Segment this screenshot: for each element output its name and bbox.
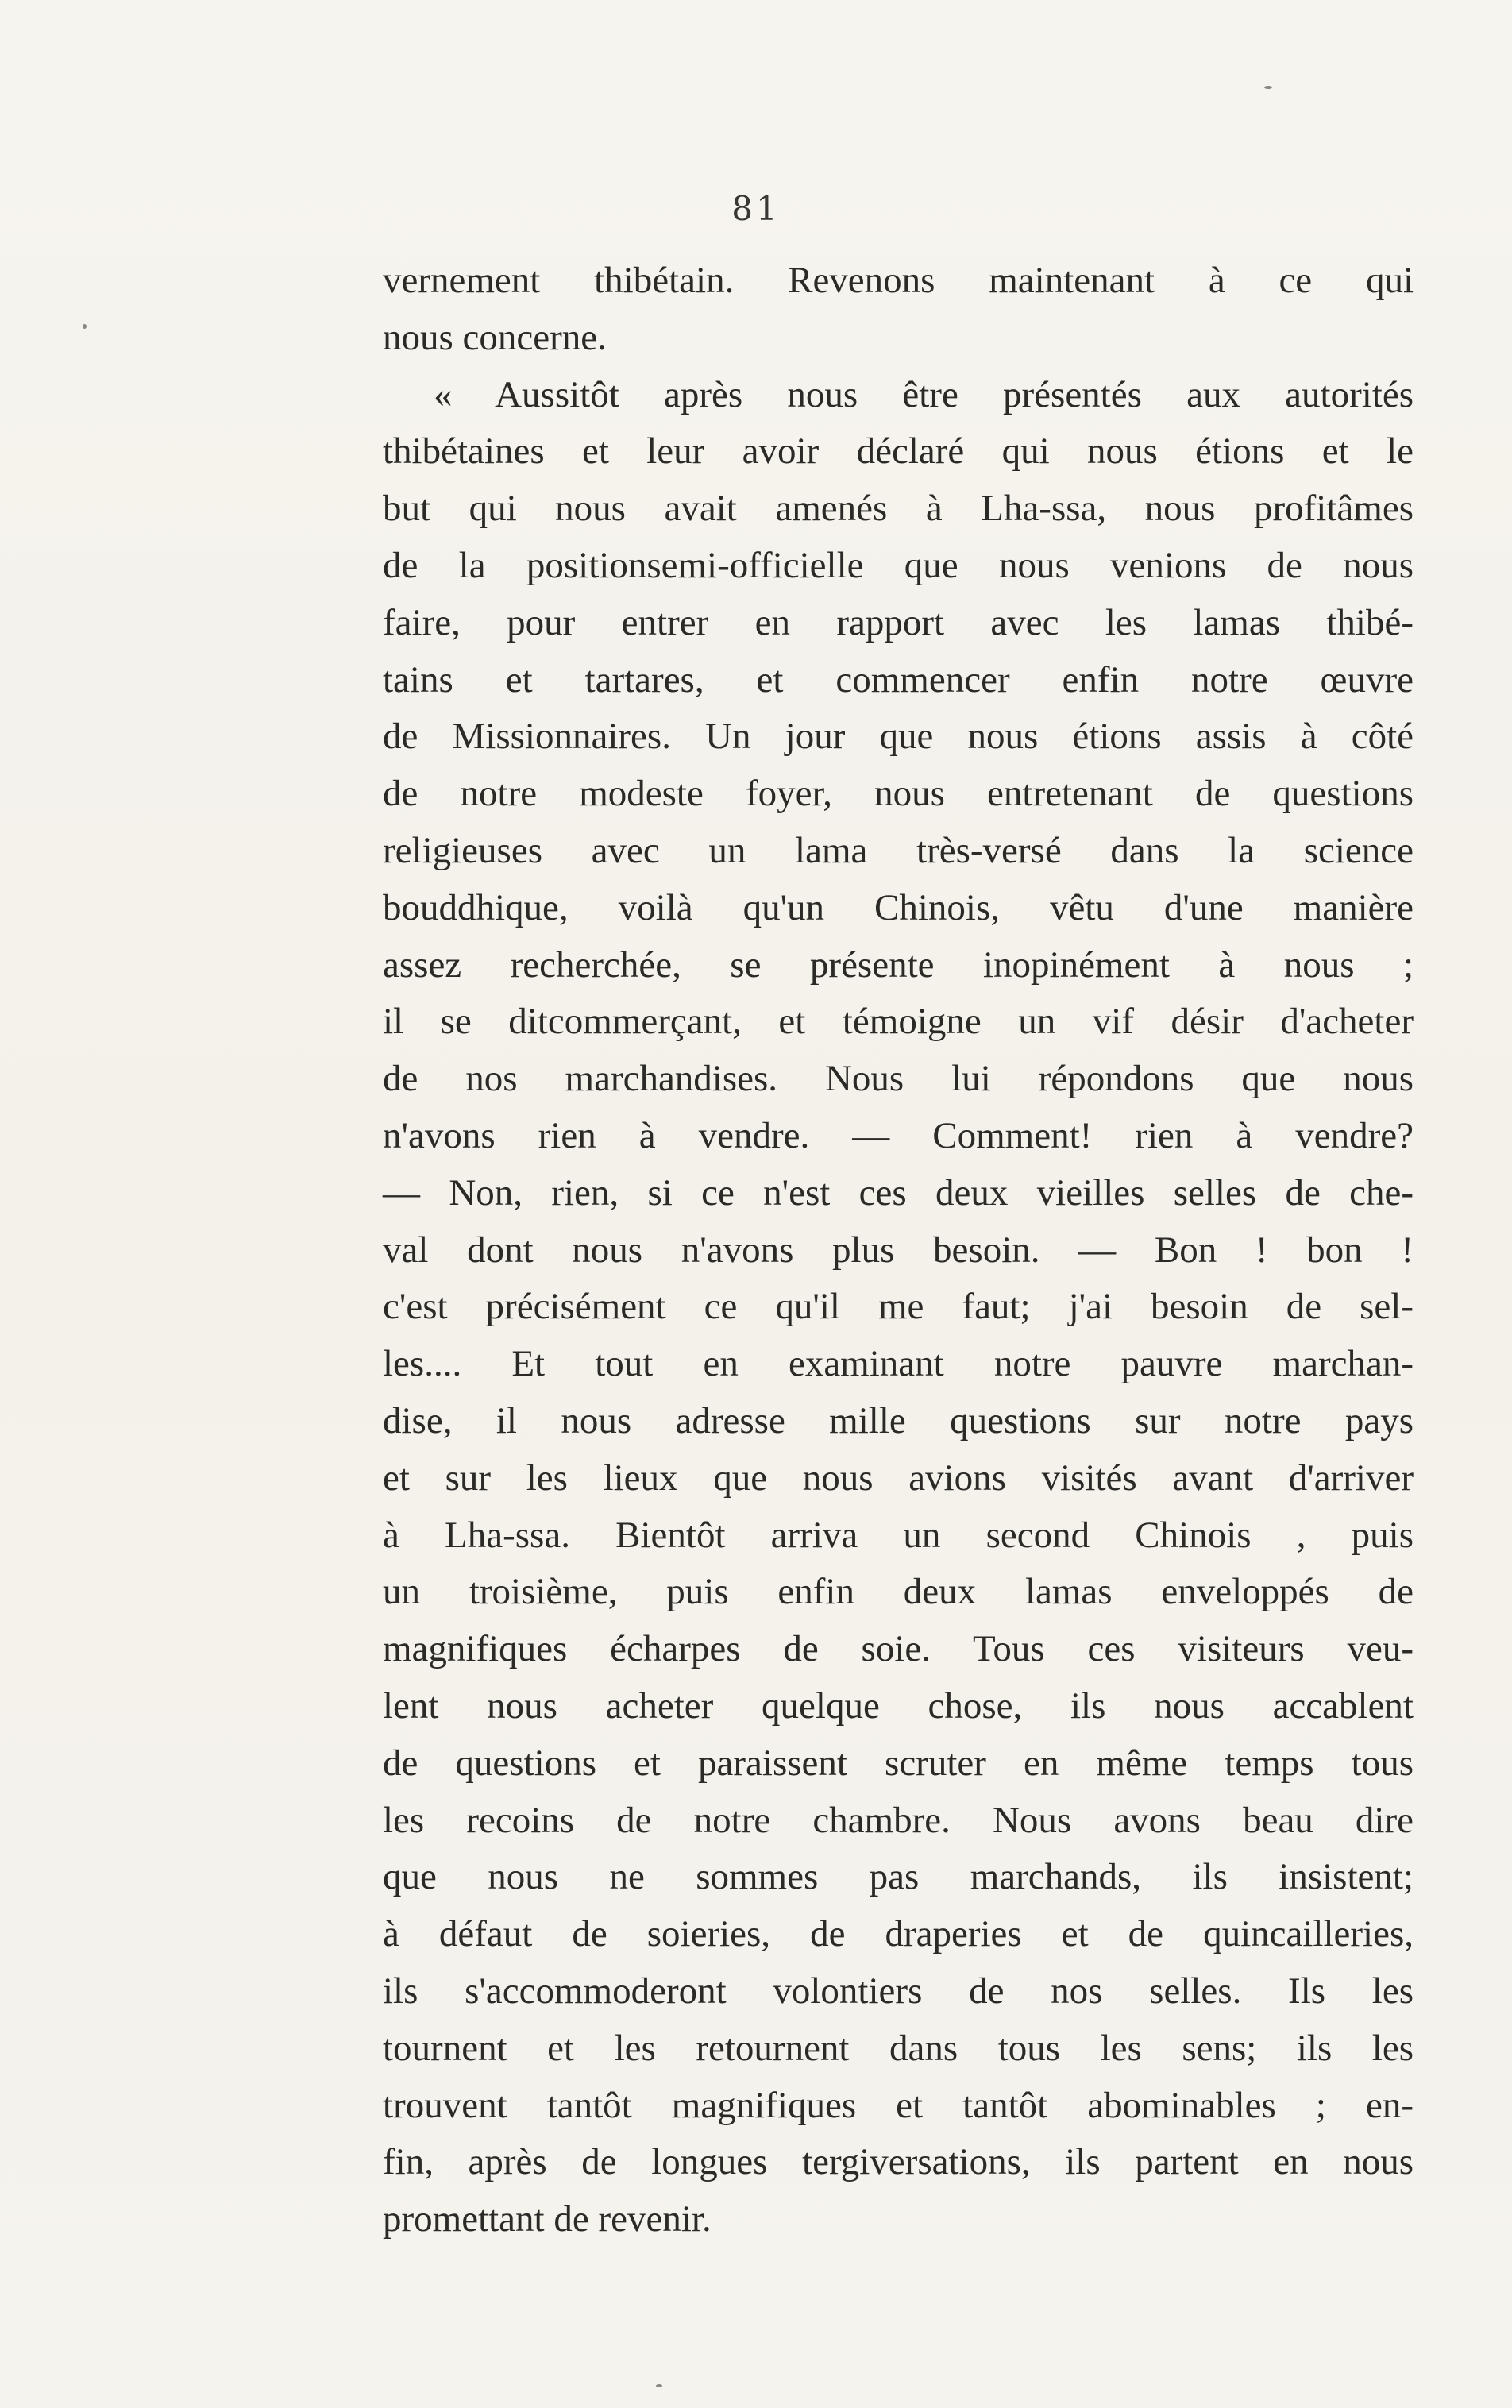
text-line-20: les.... Et tout en examinant notre pauvre marchan- (383, 1343, 1414, 1385)
text-line-31: ils s'accommoderont volontiers de nos selles. Ils les (383, 1970, 1414, 2012)
text-line-2: nous concerne. (383, 316, 607, 358)
text-line-9: de Missionnaires. Un jour que nous étions assis à côté (383, 716, 1414, 758)
text-line-27: de questions et paraissent scruter en même temps tous (383, 1742, 1414, 1784)
text-line-7: faire, pour entrer en rapport avec les lamas thibé- (383, 601, 1414, 643)
text-line-22: et sur les lieux que nous avions visités avant d'arriver (383, 1457, 1414, 1499)
text-line-8: tains et tartares, et commencer enfin notre œuvre (383, 658, 1414, 700)
text-line-30: à défaut de soieries, de draperies et de quincailleries, (383, 1913, 1414, 1955)
text-line-6: de la positionsemi-officielle que nous venions de nous (383, 544, 1414, 586)
text-line-29: que nous ne sommes pas marchands, ils insistent; (383, 1856, 1414, 1898)
text-line-12: bouddhique, voilà qu'un Chinois, vêtu d'une manière (383, 886, 1414, 928)
text-line-18: val dont nous n'avons plus besoin. — Bon ! bon ! (383, 1229, 1414, 1271)
text-line-19: c'est précisément ce qu'il me faut; j'ai besoin de sel- (383, 1286, 1414, 1328)
text-line-11: religieuses avec un lama très-versé dans la science (383, 829, 1414, 871)
text-line-26: lent nous acheter quelque chose, ils nous accablent (383, 1684, 1414, 1727)
paper-speck-left (83, 324, 87, 329)
text-line-35: promettant de revenir. (383, 2198, 712, 2240)
text-line-17: — Non, rien, si ce n'est ces deux vieilles selles de che- (383, 1171, 1414, 1214)
paper-speck-top (1264, 86, 1272, 89)
text-line-14: il se ditcommerçant, et témoigne un vif désir d'acheter (383, 1001, 1414, 1043)
text-line-3: « Aussitôt après nous être présentés aux autorités (434, 373, 1414, 415)
text-line-28: les recoins de notre chambre. Nous avons beau dire (383, 1799, 1414, 1841)
body-text (383, 253, 1414, 2248)
text-line-1: vernement thibétain. Revenons maintenant à ce qui (383, 260, 1414, 301)
text-line-10: de notre modeste foyer, nous entretenant de questions (383, 773, 1414, 815)
text-line-32: tournent et les retournent dans tous les sens; ils les (383, 2027, 1414, 2069)
text-line-25: magnifiques écharpes de soie. Tous ces visiteurs veu- (383, 1628, 1414, 1670)
text-line-5: but qui nous avait amenés à Lha-ssa, nous profitâmes (383, 488, 1414, 530)
page-number: 81 (731, 189, 781, 228)
paper-speck-bottom (656, 2384, 662, 2387)
text-line-23: à Lha-ssa. Bientôt arriva un second Chinois , puis (383, 1514, 1414, 1556)
text-line-34: fin, après de longues tergiversations, ils partent en nous (383, 2141, 1414, 2183)
text-line-33: trouvent tantôt magnifiques et tantôt abominables ; en- (383, 2084, 1414, 2126)
text-line-4: thibétaines et leur avoir déclaré qui nous étions et le (383, 430, 1414, 473)
text-line-15: de nos marchandises. Nous lui répondons que nous (383, 1058, 1414, 1100)
text-line-13: assez recherchée, se présente inopinément à nous ; (383, 944, 1414, 986)
text-line-16: n'avons rien à vendre. — Comment! rien à vendre? (383, 1114, 1414, 1156)
text-line-24: un troisième, puis enfin deux lamas enveloppés de (383, 1571, 1414, 1613)
text-line-21: dise, il nous adresse mille questions sur notre pays (383, 1399, 1414, 1441)
